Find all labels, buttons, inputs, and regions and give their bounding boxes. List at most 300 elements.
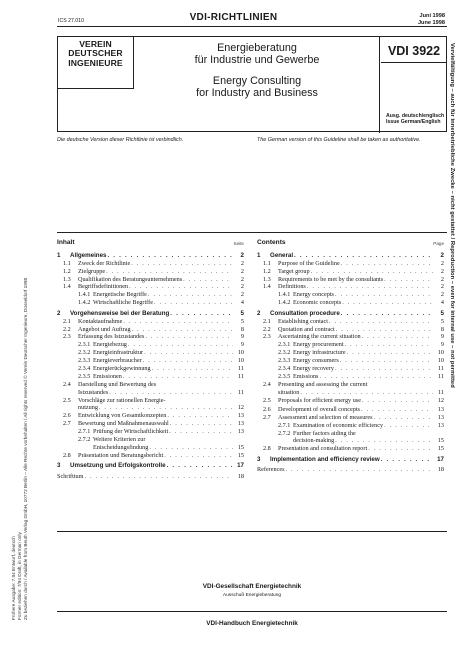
toc-entry-page: 2 bbox=[440, 251, 444, 259]
toc-entry bbox=[57, 396, 244, 404]
toc-entry-number: 1.2 bbox=[263, 267, 271, 275]
toc-entry-title: Schrifttum bbox=[57, 472, 84, 480]
toc-entry-title: References bbox=[257, 466, 285, 474]
toc-entry-page: 9 bbox=[240, 333, 244, 341]
title-en-line-2: for Industry and Business bbox=[196, 87, 318, 99]
toc-entry-number: 1.1 bbox=[63, 259, 71, 267]
toc-entry-page: 5 bbox=[240, 309, 244, 317]
toc-leader-dots bbox=[285, 466, 433, 473]
toc-entry-number: 2.3.1 bbox=[78, 341, 91, 349]
toc-entry bbox=[257, 275, 444, 283]
toc-entry-page: 9 bbox=[440, 333, 444, 341]
toc-entry-title: Emissionen bbox=[93, 372, 122, 380]
toc-leader-dots bbox=[342, 299, 433, 306]
toc-entry bbox=[257, 283, 444, 291]
toc-leader-dots bbox=[143, 357, 233, 364]
toc-entry-title: Purpose of the Guideline bbox=[278, 259, 340, 267]
toc-entry-page: 13 bbox=[437, 421, 444, 429]
toc-entry-number: 2.1 bbox=[263, 317, 271, 325]
toc-leader-dots bbox=[170, 420, 233, 427]
authoritative-note-de: Die deutsche Version dieser Richtlinie ist verbindlich. bbox=[57, 137, 184, 143]
title-en bbox=[135, 75, 379, 99]
publisher-committee: Ausschuß Energieberatung bbox=[222, 593, 282, 598]
toc-leader-dots bbox=[347, 349, 433, 356]
toc-entry-title: Requirements to be met by the consultants bbox=[278, 275, 384, 283]
toc-entry bbox=[257, 325, 444, 333]
toc-german bbox=[57, 239, 244, 480]
toc-entry-number: 2.3.5 bbox=[278, 372, 291, 380]
toc-entry-title: Quotation and contract bbox=[278, 325, 335, 333]
toc-entry bbox=[57, 435, 244, 443]
toc-entry-title: Begriffsdefinitionen bbox=[78, 283, 129, 291]
toc-entry-number: 1.4.2 bbox=[278, 299, 291, 307]
toc-entry-title: Energiebezug bbox=[93, 341, 127, 349]
toc-entry-title: Zweck der Richtlinie bbox=[78, 259, 131, 267]
toc-leader-dots bbox=[294, 252, 433, 259]
authoritative-note-en: The German version of this Guideline shall be taken as authoritative. bbox=[257, 137, 421, 143]
toc-entry bbox=[257, 429, 444, 437]
toc-entry bbox=[257, 340, 444, 348]
issue-date-en: June 1998 bbox=[417, 20, 445, 26]
toc-entry-page: 12 bbox=[437, 396, 444, 404]
toc-entry bbox=[57, 461, 244, 469]
toc-entry bbox=[257, 405, 444, 413]
toc-entry-page: 11 bbox=[238, 388, 244, 396]
toc-entry-page: 11 bbox=[438, 364, 444, 372]
toc-entry bbox=[257, 251, 444, 259]
toc-entry-title-cont: Entscheidungsfindung bbox=[93, 443, 149, 451]
toc-entry-title: Energieverbraucher bbox=[93, 357, 142, 365]
toc-entry-title: Vorschläge zur rationellen Energie- bbox=[78, 396, 166, 404]
toc-entry-page: 10 bbox=[237, 349, 244, 357]
toc-leader-dots bbox=[144, 349, 233, 356]
toc-entry-number: 1.3 bbox=[63, 275, 71, 283]
toc-entry bbox=[257, 259, 444, 267]
org-line-3: INGENIEURE bbox=[68, 57, 123, 68]
issue-date-de: Juni 1998 bbox=[419, 13, 445, 19]
toc-leader-dots bbox=[329, 318, 433, 325]
toc-leader-dots bbox=[345, 341, 433, 348]
toc-english-entries bbox=[257, 251, 444, 473]
toc-entry-page: 2 bbox=[440, 291, 444, 299]
toc-entry-title: Energieinfrastruktur bbox=[93, 349, 144, 357]
toc-entry-title: Examination of economic efficiency bbox=[293, 421, 384, 429]
toc-leader-dots bbox=[340, 357, 433, 364]
toc-entry-page: 11 bbox=[438, 372, 444, 380]
toc-entry-page: 4 bbox=[440, 299, 444, 307]
toc-entry-page: 13 bbox=[237, 428, 244, 436]
toc-leader-dots bbox=[335, 437, 433, 444]
toc-leader-dots bbox=[107, 252, 233, 259]
toc-leader-dots bbox=[123, 373, 233, 380]
toc-entry bbox=[57, 451, 244, 459]
toc-entry-number: 2.3.3 bbox=[278, 357, 291, 365]
toc-entry-number: 1 bbox=[57, 251, 61, 259]
toc-entry-title: Wirtschaftliche Begriffe bbox=[93, 299, 153, 307]
toc-entry bbox=[257, 455, 444, 463]
toc-entry-page: 5 bbox=[240, 317, 244, 325]
toc-entry-page: 2 bbox=[240, 267, 244, 275]
toc-entry-number: 1 bbox=[257, 251, 261, 259]
toc-leader-dots bbox=[129, 283, 233, 290]
toc-entry-continuation bbox=[57, 388, 244, 396]
toc-entry bbox=[257, 317, 444, 325]
toc-entry-page: 10 bbox=[237, 357, 244, 365]
toc-leader-dots bbox=[109, 389, 233, 396]
toc-entry bbox=[257, 348, 444, 356]
toc-entry-page: 8 bbox=[240, 325, 244, 333]
toc-leader-dots bbox=[123, 318, 233, 325]
footer-rule bbox=[57, 611, 447, 612]
toc-entry-title: Energy procurement bbox=[293, 341, 344, 349]
toc-entry-title-cont: decision-making bbox=[293, 437, 335, 445]
toc-entry-page: 9 bbox=[440, 341, 444, 349]
edition-language bbox=[386, 113, 444, 125]
toc-entry-title: Präsentation und Beratungsbericht bbox=[78, 451, 164, 459]
toc-leader-dots bbox=[145, 333, 233, 340]
toc-entry-title: Qualifikation des Beratungsunternehmens bbox=[78, 275, 183, 283]
toc-entry bbox=[57, 427, 244, 435]
toc-entry-number: 2.7 bbox=[263, 413, 271, 421]
toc-entry-title: Energy recovery bbox=[293, 364, 334, 372]
document-title bbox=[135, 37, 380, 133]
toc-entry bbox=[257, 465, 444, 473]
toc-leader-dots bbox=[381, 456, 433, 463]
toc-entry-continuation bbox=[257, 437, 444, 445]
toc-entry-number: 2.6 bbox=[63, 412, 71, 420]
handbook-title: VDI-Handbuch Energietechnik bbox=[206, 620, 298, 627]
toc-entry-number: 1.2 bbox=[63, 267, 71, 275]
toc-entry-page: 5 bbox=[440, 317, 444, 325]
toc-entry-page: 8 bbox=[440, 325, 444, 333]
toc-entry-title-cont: nutzung bbox=[78, 404, 98, 412]
toc-entry-page: 2 bbox=[240, 275, 244, 283]
toc-entry-number: 1.4.1 bbox=[78, 291, 91, 299]
toc-entry-title: Allgemeines bbox=[70, 251, 107, 259]
toc-entry-number: 2.7.2 bbox=[278, 429, 291, 437]
toc-leader-dots bbox=[99, 404, 233, 411]
toc-leader-dots bbox=[362, 397, 433, 404]
toc-entry-page: 2 bbox=[440, 283, 444, 291]
toc-entry-title: Erfassung des Istzustandes bbox=[78, 333, 145, 341]
toc-entry-title: Entwicklung von Gesamtkonzepten bbox=[78, 412, 167, 420]
toc-entry bbox=[57, 251, 244, 259]
toc-leader-dots bbox=[374, 414, 433, 421]
toc-entry-title: Implementation and efficiency review bbox=[270, 455, 380, 463]
toc-entry bbox=[57, 472, 244, 480]
toc-german-header bbox=[57, 239, 244, 251]
toc-leader-dots bbox=[307, 283, 433, 290]
toc-entry-number: 2.7 bbox=[63, 420, 71, 428]
toc-entry-number: 2.3.4 bbox=[278, 364, 291, 372]
toc-entry-number: 2.7.2 bbox=[78, 435, 91, 443]
title-de-line-1: Energieberatung bbox=[217, 42, 297, 54]
toc-entry-number: 2.7.1 bbox=[78, 428, 91, 436]
toc-entry-title: Assessment and selection of measures bbox=[278, 413, 373, 421]
toc-entry-page: 13 bbox=[437, 413, 444, 421]
side-imprint-line-3: Zu beziehen durch / Available from Beuth Verlag GmbH, 10772 Berlin – Alle Rechte vorbehalten / All rights reserved © Verein Deutscher Ingenieure, Düsseldorf 1998 bbox=[23, 277, 28, 620]
toc-english bbox=[257, 239, 444, 473]
toc-leader-dots bbox=[132, 326, 233, 333]
toc-leader-dots bbox=[149, 444, 233, 451]
toc-leader-dots bbox=[148, 291, 233, 298]
toc-entry bbox=[257, 396, 444, 404]
toc-entry-number: 2.3.4 bbox=[78, 364, 91, 372]
toc-entry bbox=[57, 317, 244, 325]
toc-bottom-rule bbox=[57, 531, 447, 532]
toc-entry-number: 2 bbox=[57, 309, 61, 317]
toc-entry-number: 2.3.2 bbox=[278, 349, 291, 357]
toc-leader-dots bbox=[384, 422, 433, 429]
toc-entry bbox=[57, 267, 244, 275]
toc-leader-dots bbox=[319, 373, 433, 380]
toc-entry-page: 15 bbox=[237, 451, 244, 459]
toc-entry-title: Presentation and consultation report bbox=[278, 445, 368, 453]
toc-entry-title: Energy consumers bbox=[293, 357, 339, 365]
side-imprint-line-2: Former edition: 7/94 Draft, in German only bbox=[17, 532, 22, 620]
toc-entry-page: 17 bbox=[437, 455, 444, 463]
toc-entry-number: 2.3.5 bbox=[78, 372, 91, 380]
toc-entry-continuation bbox=[257, 388, 444, 396]
toc-entry-title: Angebot und Auftrag bbox=[78, 325, 131, 333]
toc-entry-page: 18 bbox=[437, 466, 444, 474]
header-box bbox=[57, 36, 447, 132]
publisher-society: VDI-Gesellschaft Energietechnik bbox=[202, 583, 302, 590]
toc-entry-title: Energy concepts bbox=[293, 291, 334, 299]
toc-entry-number: 3 bbox=[257, 455, 261, 463]
toc-entry-number: 2.7.1 bbox=[278, 421, 291, 429]
toc-entry-number: 2.3 bbox=[263, 333, 271, 341]
toc-entry-title: Establishing contact bbox=[278, 317, 329, 325]
toc-leader-dots bbox=[311, 268, 433, 275]
toc-entry-page: 13 bbox=[237, 420, 244, 428]
toc-entry bbox=[257, 298, 444, 306]
toc-entry-page: 4 bbox=[240, 299, 244, 307]
toc-leader-dots bbox=[154, 299, 233, 306]
toc-entry-title-cont: situation bbox=[278, 388, 300, 396]
toc-entry-page: 2 bbox=[440, 275, 444, 283]
toc-entry-title: Prüfung der Wirtschaftlichkeit bbox=[93, 428, 169, 436]
toc-entry-number: 2.3 bbox=[63, 333, 71, 341]
toc-page-label: Seite bbox=[233, 241, 244, 246]
toc-entry-number: 2.4 bbox=[63, 380, 71, 388]
toc-entry-title: Zielgruppe bbox=[78, 267, 106, 275]
toc-entry-number: 2.1 bbox=[63, 317, 71, 325]
toc-entry-continuation bbox=[57, 443, 244, 451]
toc-entry bbox=[57, 340, 244, 348]
side-imprint-line-1: Frühere Ausgabe: 7.94 Entwurf, deutsch bbox=[11, 536, 16, 620]
toc-entry-title: Consultation procedure bbox=[270, 309, 340, 317]
toc-entry bbox=[57, 372, 244, 380]
title-en-line-1: Energy Consulting bbox=[212, 75, 302, 87]
toc-entry-page: 10 bbox=[437, 349, 444, 357]
toc-german-entries bbox=[57, 251, 244, 480]
toc-entry-page: 2 bbox=[240, 259, 244, 267]
toc-entry bbox=[57, 290, 244, 298]
toc-entry-page: 11 bbox=[238, 372, 244, 380]
toc-entry-page: 9 bbox=[240, 341, 244, 349]
toc-entry-title: Weitere Kriterien zur bbox=[93, 435, 146, 443]
toc-entry-title: Energy infrastructure bbox=[293, 349, 346, 357]
toc-leader-dots bbox=[361, 406, 433, 413]
toc-entry bbox=[57, 356, 244, 364]
toc-entry-continuation bbox=[57, 404, 244, 412]
toc-entry-page: 2 bbox=[440, 259, 444, 267]
toc-entry-page: 2 bbox=[440, 267, 444, 275]
toc-entry-number: 2.3.3 bbox=[78, 357, 91, 365]
toc-entry-number: 1.4.1 bbox=[278, 291, 291, 299]
toc-heading: Contents bbox=[257, 239, 286, 246]
toc-entry bbox=[57, 380, 244, 388]
edition-line-2: Issue German/English bbox=[386, 119, 441, 126]
toc-entry-number: 2.8 bbox=[63, 451, 71, 459]
toc-entry-number: 2.6 bbox=[263, 405, 271, 413]
toc-entry-number: 2.3.1 bbox=[278, 341, 291, 349]
toc-entry bbox=[57, 419, 244, 427]
toc-entry bbox=[57, 283, 244, 291]
toc-leader-dots bbox=[167, 462, 233, 469]
vdi-org-logo bbox=[58, 37, 134, 89]
toc-entry bbox=[257, 267, 444, 275]
toc-entry bbox=[257, 413, 444, 421]
toc-entry-page: 10 bbox=[437, 357, 444, 365]
title-de-line-2: für Industrie und Gewerbe bbox=[194, 54, 320, 66]
toc-entry bbox=[57, 309, 244, 317]
toc-leader-dots bbox=[362, 333, 433, 340]
toc-entry bbox=[257, 364, 444, 372]
toc-english-header bbox=[257, 239, 444, 251]
toc-leader-dots bbox=[170, 310, 233, 317]
toc-entry bbox=[57, 275, 244, 283]
top-rule bbox=[57, 26, 447, 27]
toc-entry-page: 2 bbox=[240, 283, 244, 291]
ics-code: ICS 27.010 bbox=[58, 18, 84, 24]
toc-entry bbox=[57, 325, 244, 333]
toc-entry bbox=[257, 444, 444, 452]
toc-entry-title: Development of overall concepts bbox=[278, 405, 360, 413]
toc-entry-title: Energetische Begriffe bbox=[93, 291, 147, 299]
toc-entry bbox=[57, 411, 244, 419]
toc-entry bbox=[257, 380, 444, 388]
toc-entry bbox=[257, 333, 444, 341]
toc-entry-number: 2.5 bbox=[263, 396, 271, 404]
toc-entry-title: Bewertung und Maßnahmenauswahl bbox=[78, 420, 169, 428]
toc-leader-dots bbox=[335, 291, 433, 298]
toc-entry bbox=[257, 372, 444, 380]
toc-entry-number: 1.4 bbox=[263, 283, 271, 291]
toc-entry-page: 13 bbox=[237, 412, 244, 420]
toc-entry bbox=[57, 348, 244, 356]
toc-entry-title: Energierückgewinnung bbox=[93, 364, 151, 372]
toc-entry bbox=[57, 364, 244, 372]
toc-heading: Inhalt bbox=[57, 239, 75, 246]
toc-entry bbox=[57, 259, 244, 267]
toc-entry-page: 15 bbox=[237, 443, 244, 451]
toc-entry-page: 11 bbox=[438, 388, 444, 396]
toc-entry-page: 5 bbox=[440, 309, 444, 317]
toc-entry bbox=[57, 298, 244, 306]
toc-leader-dots bbox=[341, 310, 433, 317]
toc-entry-title: Ascertaining the current situation bbox=[278, 333, 361, 341]
toc-entry-page: 11 bbox=[238, 364, 244, 372]
toc-entry-title: Proposals for efficient energy use bbox=[278, 396, 361, 404]
toc-entry-number: 2.2 bbox=[63, 325, 71, 333]
toc-entry-number: 1.4.2 bbox=[78, 299, 91, 307]
toc-leader-dots bbox=[335, 365, 433, 372]
toc-entry-title: Emissions bbox=[293, 372, 319, 380]
toc-leader-dots bbox=[169, 428, 233, 435]
toc-entry-title: Target group bbox=[278, 267, 310, 275]
toc-entry-title-cont: Istzustandes bbox=[78, 388, 109, 396]
toc-entry bbox=[257, 290, 444, 298]
toc-entry-page: 17 bbox=[237, 462, 244, 470]
toc-entry-title: Kontaktaufnahme bbox=[78, 317, 123, 325]
toc-entry-number: 1.1 bbox=[263, 259, 271, 267]
toc-entry-title: Economic concepts bbox=[293, 299, 342, 307]
toc-entry-title: General bbox=[270, 251, 294, 259]
toc-entry-title: Presenting and assessing the current bbox=[278, 380, 368, 388]
toc-entry-page: 18 bbox=[237, 472, 244, 480]
toc-entry-number: 2.2 bbox=[263, 325, 271, 333]
side-copyright-notice: Vervielfältigung – auch für innerbetriebliche Zwecke – nicht gestattet / Reproduction – even for internal use – not permitted bbox=[449, 43, 455, 388]
toc-entry-page: 12 bbox=[237, 404, 244, 412]
series-title: VDI-RICHTLINIEN bbox=[189, 12, 278, 23]
toc-page-label: Page bbox=[433, 241, 444, 246]
toc-entry-title: Definitions bbox=[278, 283, 306, 291]
issue-date bbox=[418, 13, 445, 27]
toc-entry-page: 15 bbox=[437, 437, 444, 445]
toc-entry-page: 2 bbox=[240, 251, 244, 259]
toc-leader-dots bbox=[336, 326, 433, 333]
toc-entry-title: Umsetzung und Erfolgskontrolle bbox=[70, 462, 166, 470]
toc-entry-number: 2.8 bbox=[263, 445, 271, 453]
toc-entry-title: Further factors aiding the bbox=[293, 429, 356, 437]
toc-entry-number: 3 bbox=[57, 462, 61, 470]
toc-entry-number: 2 bbox=[257, 309, 261, 317]
org-line-2: DEUTSCHER bbox=[68, 48, 123, 59]
toc-leader-dots bbox=[384, 276, 433, 283]
toc-leader-dots bbox=[128, 341, 233, 348]
toc-leader-dots bbox=[183, 276, 233, 283]
toc-entry-title: Darstellung und Bewertung des bbox=[78, 380, 157, 388]
toc-leader-dots bbox=[164, 452, 233, 459]
toc-leader-dots bbox=[152, 365, 233, 372]
toc-leader-dots bbox=[167, 412, 233, 419]
document-number: VDI 3922 bbox=[381, 37, 447, 63]
edition-line-1: Ausg. deutsch/englisch bbox=[386, 113, 445, 119]
toc-entry bbox=[257, 356, 444, 364]
side-imprint bbox=[11, 20, 29, 620]
toc-entry-page: 13 bbox=[437, 405, 444, 413]
toc-entry-number: 2.4 bbox=[263, 380, 271, 388]
toc-entry bbox=[57, 333, 244, 341]
toc-leader-dots bbox=[131, 260, 233, 267]
toc-entry-title: Vorgehensweise bei der Beratung bbox=[70, 309, 170, 317]
toc-leader-dots bbox=[300, 389, 433, 396]
title-de bbox=[135, 42, 379, 66]
toc-entry-number: 2.3.2 bbox=[78, 349, 91, 357]
toc-entry-number: 1.3 bbox=[263, 275, 271, 283]
toc-entry bbox=[257, 309, 444, 317]
toc-entry-number: 1.4 bbox=[63, 283, 71, 291]
toc-top-rule bbox=[57, 232, 447, 233]
toc-leader-dots bbox=[84, 473, 233, 480]
toc-leader-dots bbox=[341, 260, 433, 267]
toc-leader-dots bbox=[106, 268, 233, 275]
org-line-1: VEREIN bbox=[79, 39, 112, 49]
toc-entry-number: 2.5 bbox=[63, 396, 71, 404]
toc-entry-page: 2 bbox=[240, 291, 244, 299]
